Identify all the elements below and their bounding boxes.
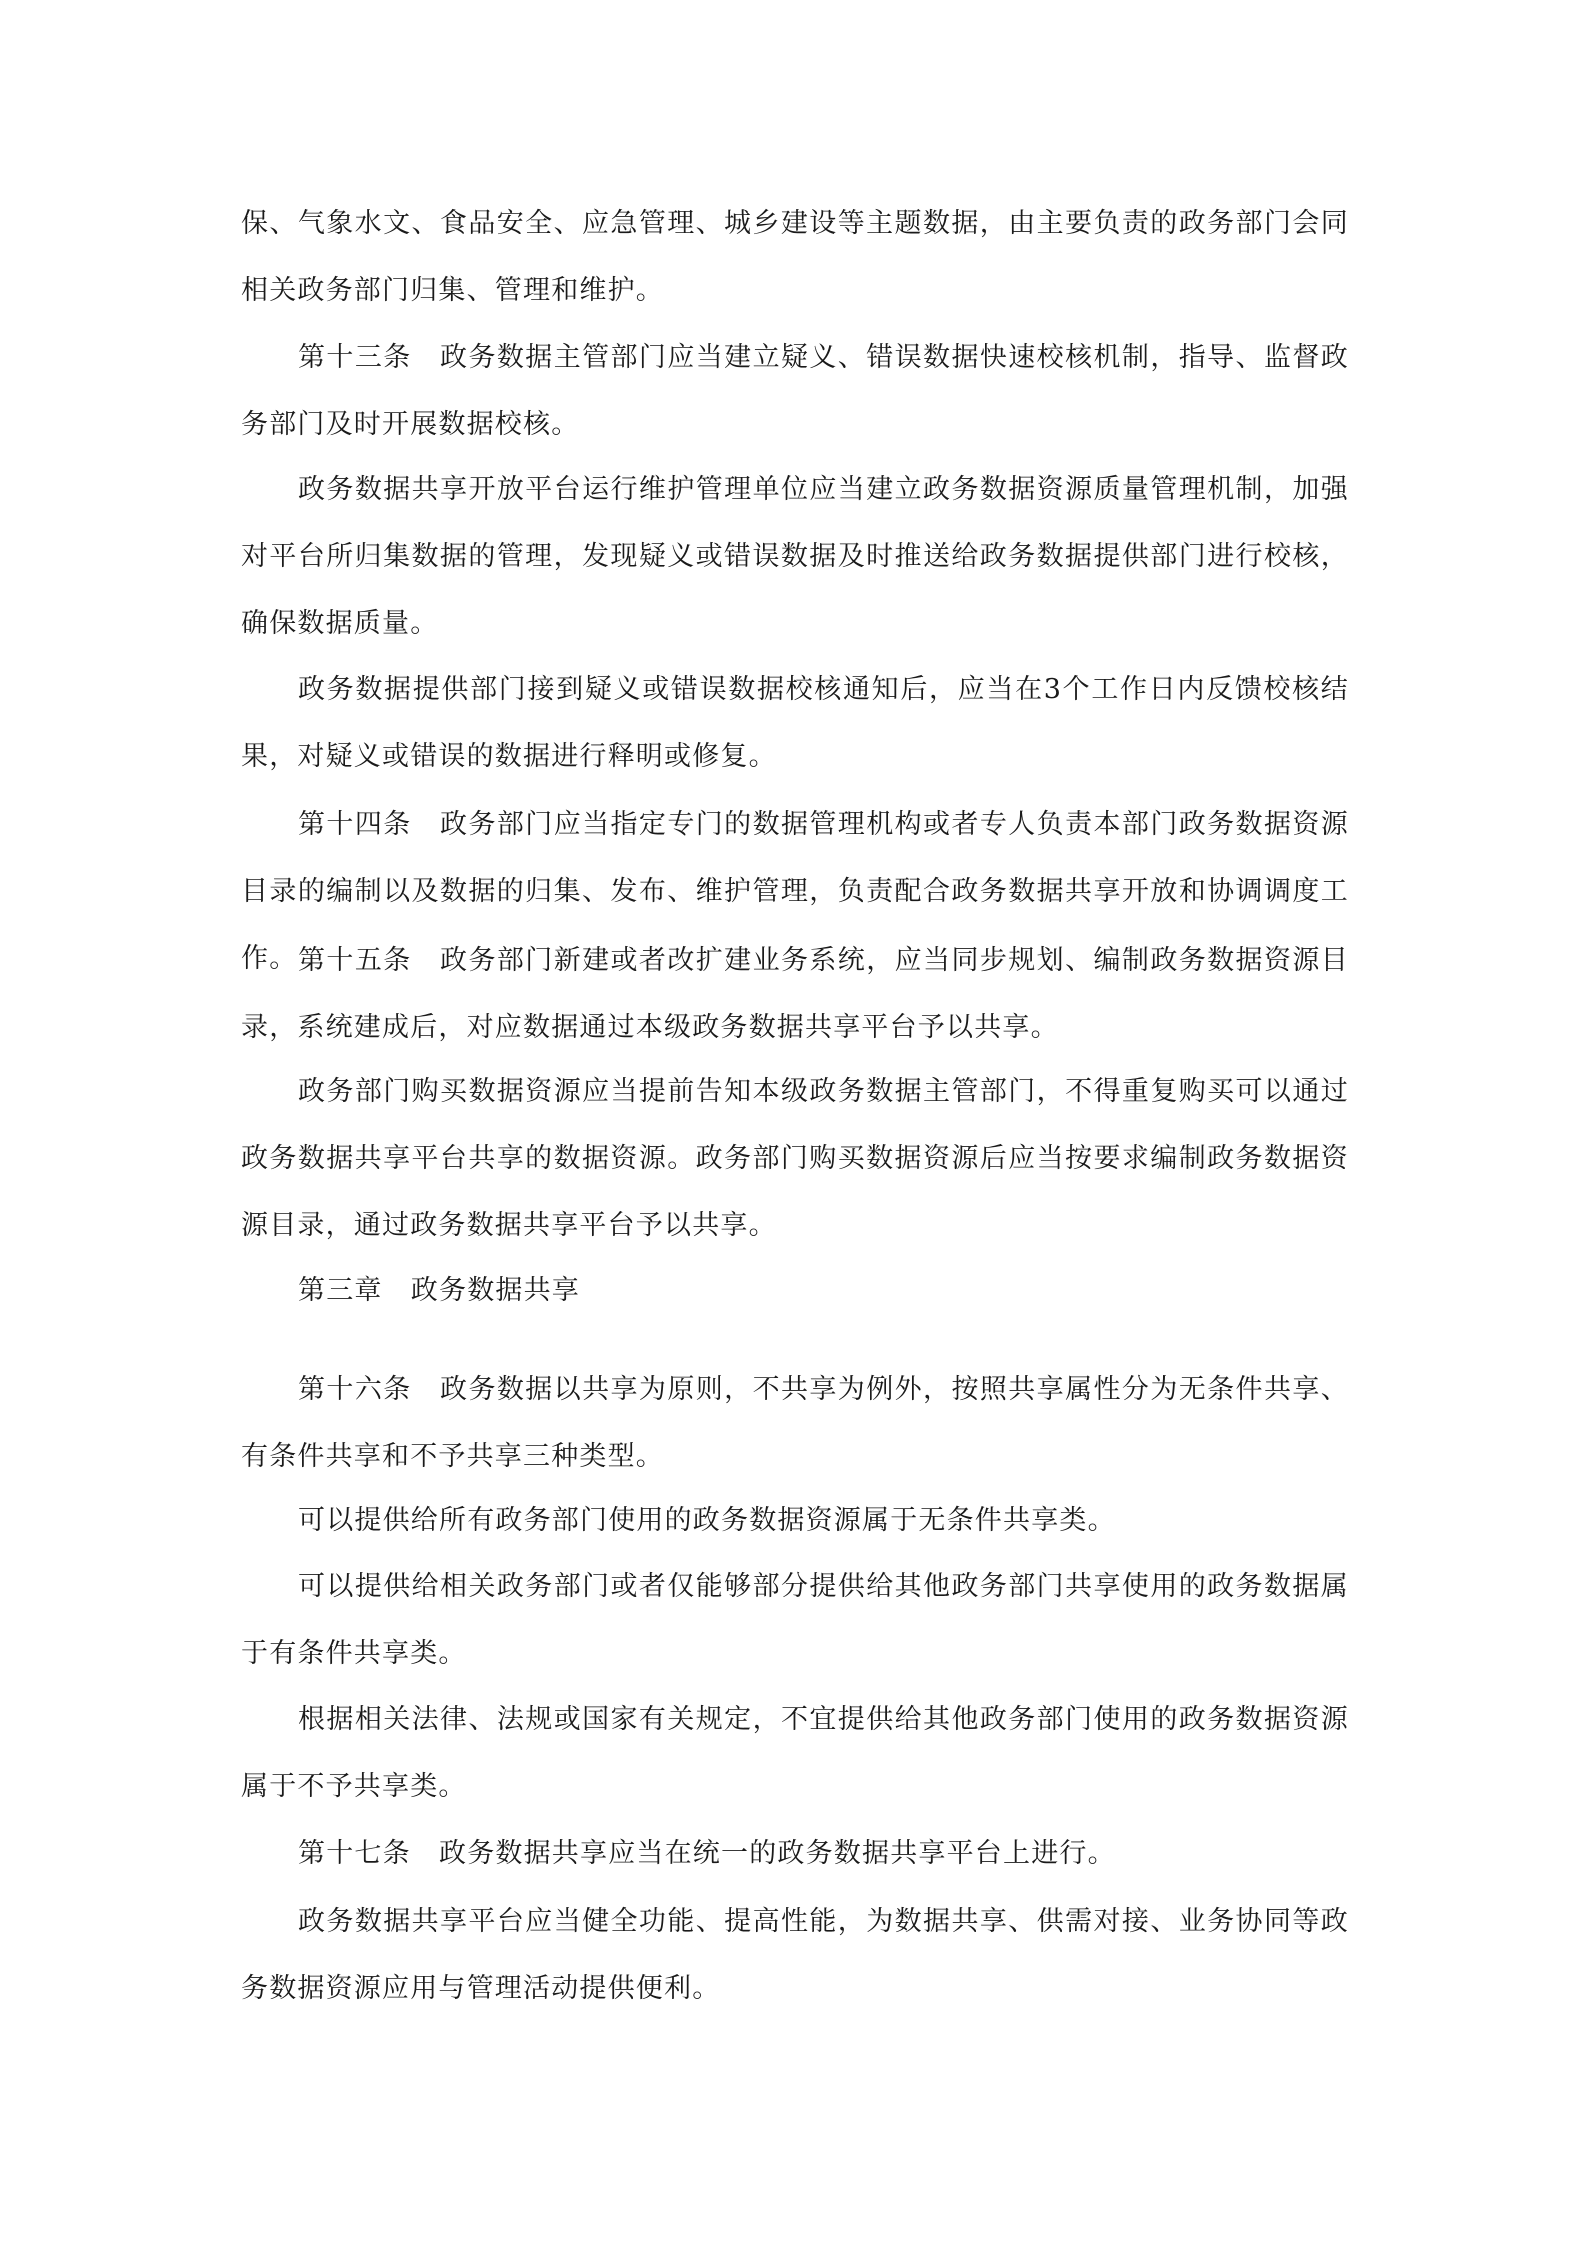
paragraph-continuation: 保、气象水文、食品安全、应急管理、城乡建设等主题数据，由主要负责的政务部门会同相关政务部门归集、管理和维护。 xyxy=(241,208,1349,306)
paragraph-quality-mechanism: 政务数据共享开放平台运行维护管理单位应当建立政务数据资源质量管理机制，加强对平台所归集数据的管理，发现疑义或错误数据及时推送给政务数据提供部门进行校核，确保数据质量。 xyxy=(241,474,1349,639)
article-13: 第十三条 政务数据主管部门应当建立疑义、错误数据快速校核机制，指导、监督政务部门及时开展数据校核。 xyxy=(241,342,1349,440)
article-17: 第十七条 政务数据共享应当在统一的政务数据共享平台上进行。 xyxy=(298,1838,1116,1869)
chapter-3-heading: 第三章 政务数据共享 xyxy=(298,1275,580,1306)
article-15: 第十五条 政务部门新建或者改扩建业务系统，应当同步规划、编制政务数据资源目录，系统建成后，对应数据通过本级政务数据共享平台予以共享。 xyxy=(241,945,1349,1043)
paragraph-no-sharing: 根据相关法律、法规或国家有关规定，不宜提供给其他政务部门使用的政务数据资源属于不予共享类。 xyxy=(241,1704,1349,1802)
article-16: 第十六条 政务数据以共享为原则，不共享为例外，按照共享属性分为无条件共享、有条件共享和不予共享三种类型。 xyxy=(241,1374,1349,1472)
paragraph-unconditional-sharing: 可以提供给所有政务部门使用的政务数据资源属于无条件共享类。 xyxy=(298,1505,1116,1536)
paragraph-conditional-sharing: 可以提供给相关政务部门或者仅能够部分提供给其他政务部门共享使用的政务数据属于有条件共享类。 xyxy=(241,1571,1349,1669)
paragraph-purchase-data: 政务部门购买数据资源应当提前告知本级政务数据主管部门，不得重复购买可以通过政务数据共享平台共享的数据资源。政务部门购买数据资源后应当按要求编制政务数据资源目录，通过政务数据共享平台予以共享。 xyxy=(241,1076,1349,1241)
article-14: 第十四条 政务部门应当指定专门的数据管理机构或者专人负责本部门政务数据资源目录的编制以及数据的归集、发布、维护管理，负责配合政务数据共享开放和协调调度工作。 xyxy=(241,809,1349,974)
paragraph-platform-functions: 政务数据共享平台应当健全功能、提高性能，为数据共享、供需对接、业务协同等政务数据资源应用与管理活动提供便利。 xyxy=(241,1906,1349,2004)
paragraph-feedback: 政务数据提供部门接到疑义或错误数据校核通知后，应当在3个工作日内反馈校核结果，对疑义或错误的数据进行释明或修复。 xyxy=(241,674,1349,772)
